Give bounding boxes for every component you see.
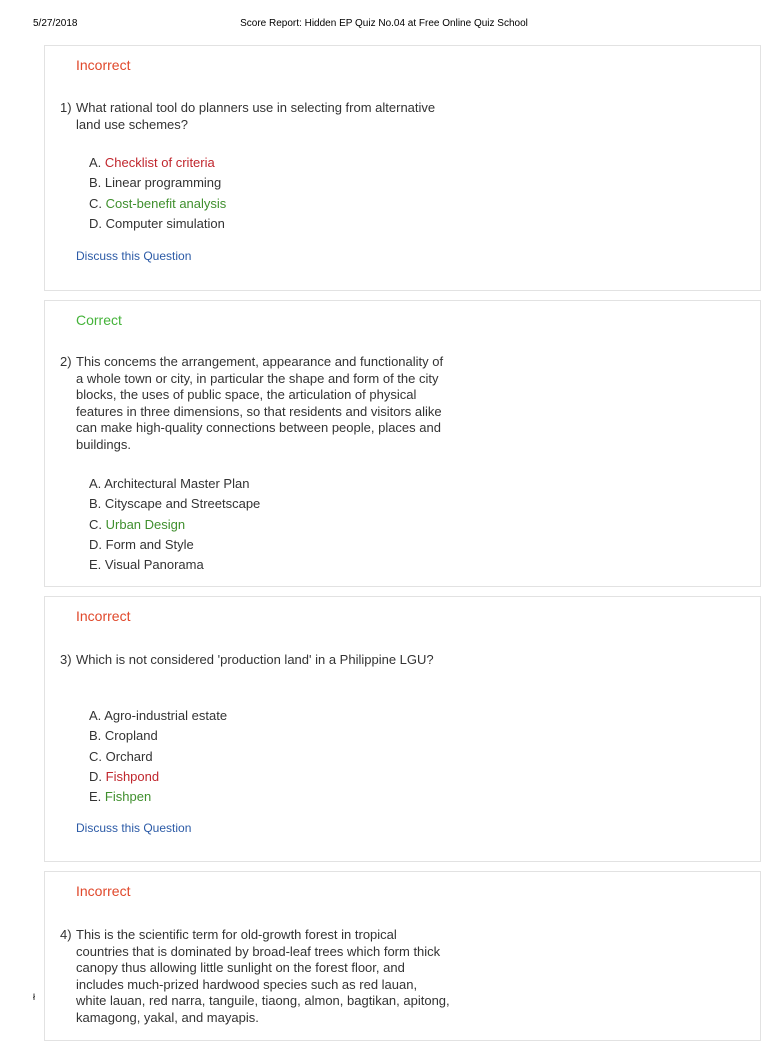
question-text [60,100,450,133]
print-title: Score Report: Hidden EP Quiz No.04 at Free Online Quiz School [240,18,528,29]
answer-option-c: C. Orchard [89,748,153,764]
result-status: Correct [76,312,122,328]
question-number: 1) [60,100,72,115]
answer-options [89,153,226,234]
discuss-question-link[interactable]: Discuss this Question [76,249,192,263]
question-number: 3) [60,652,72,667]
question-body: This concems the arrangement, appearance and functionality of a whole town or city, in particular the shape and form of the city blocks, the uses of public space, the articulation of physical features in three dimensions, so that residents and visitors alike can make high-quality connections between people, places and buildings. [76,354,444,452]
answer-options [89,706,227,807]
print-date: 5/27/2018 [33,18,78,29]
answer-option-a: A. Architectural Master Plan [89,476,250,491]
result-status: Incorrect [76,883,131,899]
answer-option-e: E. Visual Panorama [89,557,204,573]
answer-option-c: C. Cost-benefit analysis [89,195,227,211]
question-text [60,652,450,669]
question-body: This is the scientific term for old-growth forest in tropical countries that is dominated by broad-leaf trees which form thick canopy thus allowing little sunlight on the forest floor, and includes much-prized hardwood species such as red lauan, white lauan, red narra, tanguile, tiaong, almon, bagtikan, apitong, kamagong, yakal, and mayapis. [76,927,450,1025]
question-number: 4) [60,927,72,942]
question-body: Which is not considered 'production land' in a Philippine LGU? [76,652,434,667]
answer-option-b: B. Cityscape and Streetscape [89,496,261,512]
result-status: Incorrect [76,608,131,624]
answer-option-c: C. Urban Design [89,516,186,532]
question-number: 2) [60,354,72,369]
answer-option-b: B. Linear programming [89,175,222,191]
question-text [60,927,450,1026]
question-card-2 [44,300,761,587]
result-status: Incorrect [76,57,131,73]
question-card-4 [44,871,761,1041]
answer-options [89,474,260,575]
answer-option-d: D. Form and Style [89,536,194,552]
answer-option-d: D. Fishpond [89,768,160,784]
answer-option-a: A. Agro-industrial estate [89,708,228,723]
answer-option-d: D. Computer simulation [89,215,225,231]
question-card-1 [44,45,761,291]
page-edge-mark: ł [33,992,35,1002]
answer-option-a: A. Checklist of criteria [89,155,215,170]
question-text [60,354,450,453]
discuss-question-link[interactable]: Discuss this Question [76,821,192,835]
answer-option-b: B. Cropland [89,728,158,744]
question-body: What rational tool do planners use in selecting from alternative land use schemes? [76,100,436,132]
answer-option-e: E. Fishpen [89,789,152,805]
question-card-3 [44,596,761,862]
